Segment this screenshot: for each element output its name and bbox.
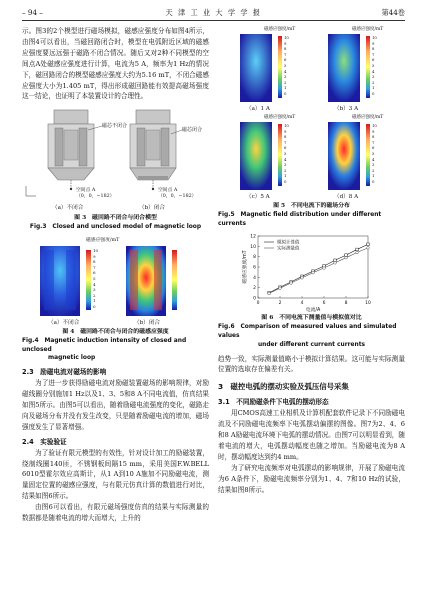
x-tick-label: 4	[300, 301, 304, 307]
fig4-colorbar-b	[172, 250, 177, 310]
fig4-colorbar	[86, 250, 91, 310]
fig5d-colorbar	[366, 124, 370, 186]
fig5-sub-c: （c）5 A	[246, 194, 270, 200]
series-point	[334, 259, 337, 262]
fig5-legend-title-d: 磁感应强度/mT	[352, 115, 384, 120]
fig3-caption-cn: 图 3 磁回路不闭合与闭合模型	[74, 214, 157, 222]
fig5-legend-title-c: 磁感应强度/mT	[264, 115, 296, 120]
fig5a-field	[240, 34, 272, 102]
x-tick-label: 10	[365, 301, 371, 307]
paragraph-3-1b: 为了研究电流频率对电弧摆动的影响规律，开展了励磁电流为6 A条件下，励磁电流频率分别为1、4、7和10 Hz的试验，结果如图8所示。	[218, 463, 405, 494]
y-tick-label: 10	[250, 245, 256, 251]
x-tick-label: 0	[256, 301, 260, 307]
fig5-legend-title-b: 磁感应强度/mT	[352, 27, 384, 32]
fig5-ticks-a: 10 9 8 7 6 5 4 3 2 1 0	[284, 35, 289, 96]
fig5-caption-cn: 图 5 不同电流下的磁场分布	[273, 202, 350, 209]
series-point	[345, 257, 348, 260]
figure-3	[22, 106, 209, 214]
figure-5	[218, 26, 405, 202]
right-column	[218, 26, 405, 496]
series-line-1	[269, 248, 368, 293]
series-point	[356, 252, 359, 255]
fig3-sub-a: （a）不闭合	[52, 205, 84, 212]
fig6-caption-en-1: Fig.6 Comparison of measured values and simulated values	[218, 324, 397, 339]
x-tick-label: 6	[322, 301, 326, 307]
fig4-ticks: 10 9 8 7 6 5 4 3 2 1 0	[93, 247, 99, 309]
page-number: – 94 –	[22, 8, 43, 17]
fig4-legend-title: 磁感应强度/mT	[86, 237, 120, 243]
paragraph-2-3: 为了进一步获得励磁电流对励磁装置磁场的影响规律，对励磁线圈分别施加1 Hz以及1、3、5和8 A不同电流值，仿真结果如图5所示。由图5可以看出，随着励磁电流强度的变化，磁路走向及磁场分布并没有发生改变，只是随着励磁电流的增加，磁场强度发生了显著增强。	[22, 379, 209, 431]
series-point	[356, 249, 359, 252]
paragraph-2-4: 为了验证有限元模型的有效性，针对设计加工的励磁装置，绕制线圈140匝，不锈钢板间隔15 mm，采用美国F.W.BELL 6010型霍尔效应高斯计，从1 A到10 A施加不同励磁电流，测量固定位置的磁感应强度，与有限元仿真计算的数值进行对比，结果如图6所示。	[22, 448, 209, 501]
fig5-sub-b: （b）3 A	[334, 106, 359, 112]
legend-label: 实际测量值	[277, 246, 300, 252]
x-tick-label: 8	[344, 301, 348, 307]
figure-4	[22, 236, 209, 328]
fig4-caption-en-1: Fig.4 Magnetic induction intensity of closed and unclosed	[22, 337, 187, 353]
paragraph-fig6-discussion: 由图6可以看出，有限元磁场强度仿真的结果与实际测量的数据都是随着电流的增大而增大，上升的	[22, 503, 209, 523]
fig5b-field	[328, 34, 360, 102]
y-tick-label: 8	[253, 255, 256, 261]
series-point	[345, 254, 348, 257]
y-tick-label: 2	[253, 286, 256, 292]
fig5c-field	[240, 122, 272, 190]
fig5d-field	[328, 122, 360, 190]
fig4-caption-en-2: magnetic loop	[48, 355, 96, 362]
y-axis-label: 磁感应强度/mT	[243, 250, 248, 284]
fig3-caption-en: Fig.3 Closed and unclosed model of magnetic loop	[29, 224, 202, 231]
section-3-1-heading: 3.1 不同励磁条件下电弧的摆动形态	[218, 398, 329, 407]
label-point-a-1b: （0，0，−182）	[76, 194, 115, 200]
fig4-sub-a: （a）不闭合	[48, 319, 80, 326]
section-2-4-heading: 2.4 实验验证	[22, 437, 67, 446]
fig6-caption-cn: 图 6 不同电流下测量值与模拟值对比	[261, 314, 362, 322]
paragraph-fig4-discussion: 示。图3的2个模型进行磁场模拟，磁感应强度分布如图4所示，由图4可以看出，当磁回路闭合时，模型在电弧附近区域的磁感应强度要远远强于磁路不闭合情况。随后又对2种不同模型的空间点A处磁感应强度进行计算，电流为5 A，频率为1 Hz的情况下，磁回路闭合的模型磁感应强度大约为5.16 mT，不闭合磁感应强度大小为1.405 mT，得出形成磁回路能有效提高磁场强度这一结论，也证明了本装置设计的合理性。	[22, 27, 209, 101]
series-point	[312, 272, 315, 275]
fig4-sub-b: （b）闭合	[134, 319, 160, 326]
figure-6	[218, 230, 405, 314]
fig5-sub-d: （d）8 A	[334, 194, 359, 200]
left-column	[22, 26, 209, 524]
label-open-core: 磁芯不闭合	[102, 123, 128, 130]
fig5-ticks-d: 10 9 8 7 6 5 4 3 2 1 0	[372, 123, 377, 184]
section-3-heading: 3 磁控电弧的摆动实验及弧压信号采集	[218, 382, 349, 392]
x-axis-label: 电流/A	[305, 308, 321, 314]
plot-frame	[258, 236, 368, 298]
label-point-a-2b: （0，0，−182）	[158, 194, 197, 200]
fig5a-colorbar	[278, 36, 282, 98]
y-tick-label: 6	[253, 265, 256, 271]
section-2-3-heading: 2.3 励磁电流对磁场的影响	[22, 368, 107, 377]
label-point-a-1: 空间点 A	[76, 188, 96, 194]
fig4-caption-cn: 图 4 磁回路不闭合与闭合的磁感应强度	[62, 327, 169, 335]
series-point	[367, 243, 370, 246]
series-point	[367, 247, 370, 250]
y-tick-label: 12	[250, 234, 256, 240]
fig5b-colorbar	[366, 36, 370, 98]
fig5-legend-title-a: 磁感应强度/mT	[264, 27, 296, 32]
journal-title: 天 津 工 业 大 学 学 报	[165, 8, 262, 17]
fig4-field-images	[22, 244, 209, 324]
fig3-sub-b: （b）闭合	[139, 205, 165, 212]
volume-label: 第44卷	[381, 8, 405, 17]
series-point	[290, 282, 293, 285]
series-point	[334, 262, 337, 265]
fig5c-colorbar	[278, 124, 282, 186]
fig5-ticks-c: 10 9 8 7 6 5 4 3 2 1 0	[284, 123, 289, 184]
y-tick-label: 0	[253, 296, 256, 302]
figure-3-models	[22, 106, 209, 202]
label-closed-core: 磁芯闭合	[182, 127, 203, 134]
paragraph-continuation: 趋势一致，实际测量值略小于模拟计算结果。这可能与实际测量位置的选取存在偏差有关。	[218, 354, 405, 374]
fig6-line-chart	[218, 230, 405, 314]
fig6-caption-en-2: under different current currents	[257, 341, 366, 348]
legend-label: 模拟计算值	[277, 240, 300, 246]
series-point	[301, 277, 304, 280]
series-point	[279, 287, 282, 290]
series-point	[268, 292, 271, 295]
x-tick-label: 2	[278, 301, 282, 307]
fig5-caption-en: Fig.5 Magnetic field distribution under different currents	[218, 211, 382, 227]
paragraph-3-1: 用CMOS高速工业相机及计算机配套软件记录下不同励磁电流及不同励磁电流频率下电弧摆动偏摆的图像。图7为2、4、6和8 A励磁电流环境下电弧的摆动情况。由图7可以明显看到，随着电流的增大，电弧摆动幅度也随之增加。当励磁电流为8 A时，摆动幅度达到约4 mm。	[218, 409, 405, 462]
fig5-ticks-b: 10 9 8 7 6 5 4 3 2 1 0	[372, 35, 377, 96]
y-tick-label: 4	[253, 276, 256, 282]
label-point-a-2: 空间点 A	[158, 188, 178, 194]
series-point	[323, 267, 326, 270]
running-header	[22, 6, 405, 21]
fig5-sub-a: （a）1 A	[246, 106, 270, 112]
